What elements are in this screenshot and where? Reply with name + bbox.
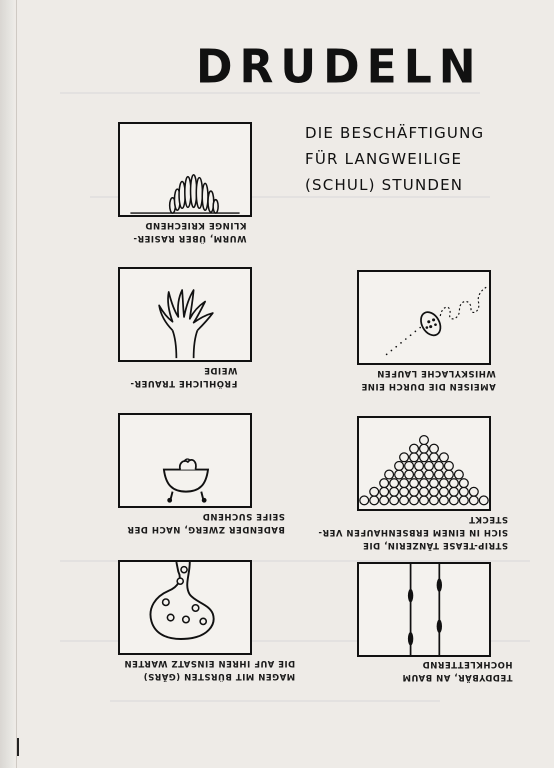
pea-circle (449, 487, 458, 496)
pea-circle (385, 470, 394, 479)
subtitle-line: DIE BESCHÄFTIGUNG (305, 124, 485, 142)
drudel-frame-peas (357, 416, 491, 511)
drudel-caption: TEDDYBÄR, AN BAUM HOCHKLETTERND (402, 659, 513, 682)
pea-circle (415, 461, 424, 470)
pea-circle (405, 461, 414, 470)
teddy-drawing (359, 564, 489, 655)
pea-circle (380, 479, 389, 488)
drudel-caption: FRÖHLICHE TRAUER- WEIDE (130, 365, 238, 388)
pea-circle (420, 453, 429, 462)
pea-circle (390, 487, 399, 496)
pea-circle (400, 479, 409, 488)
pea-circle (459, 496, 468, 505)
pea-circle (390, 479, 399, 488)
pea-circle (395, 470, 404, 479)
willow-drawing (120, 269, 250, 360)
pea-circle (395, 461, 404, 470)
pea-circle (410, 487, 419, 496)
drudel-frame-teddy (357, 562, 491, 657)
pea-circle (430, 487, 439, 496)
pea-circle (444, 461, 453, 470)
pea-circle (420, 479, 429, 488)
pea-circle (440, 487, 449, 496)
pea-circle (405, 470, 414, 479)
pea-circle (425, 470, 434, 479)
page-title: DRUDELN (196, 40, 483, 95)
pea-circle (410, 479, 419, 488)
pea-circle (430, 496, 439, 505)
drudel-caption: AMEISEN DIE DURCH EINE WHISKYLACHE LAUFEN (361, 368, 496, 391)
worm-drawing (120, 124, 250, 215)
subtitle-line: (SCHUL) STUNDEN (305, 176, 464, 194)
pea-circle (400, 487, 409, 496)
pea-circle (420, 496, 429, 505)
drudel-caption: WURM, ÜBER RASIER- KLINGE KRIECHEND (133, 220, 247, 243)
page-subtitle (305, 120, 535, 198)
page-fold-line (16, 0, 17, 768)
pea-circle (400, 453, 409, 462)
drudel-caption: BADENDER ZWERG, NACH DER SEIFE SUCHEND (127, 511, 285, 534)
pea-circle (430, 479, 439, 488)
pea-circle (440, 479, 449, 488)
pea-circle (390, 496, 399, 505)
pea-circle (469, 487, 478, 496)
pea-circle (435, 461, 444, 470)
drudel-caption: STRIP-TEASE TÄNZERIN, DIE SICH IN EINEM ERBSENHAUFEN VER- STECKT (318, 514, 508, 550)
pea-circle (469, 496, 478, 505)
pea-circle (435, 470, 444, 479)
dwarf-drawing (120, 415, 250, 506)
pea-circle (410, 453, 419, 462)
pea-circle (410, 444, 419, 453)
pea-circle (430, 453, 439, 462)
drudel-caption: MAGEN MIT BÜRSTEN (GÄRS) DIE AUF IHREN EINSATZ WARTEN (124, 658, 296, 681)
pea-circle (425, 461, 434, 470)
pea-circle (400, 496, 409, 505)
pea-circle (420, 444, 429, 453)
pea-circle (444, 470, 453, 479)
pea-circle (449, 479, 458, 488)
pea-circle (459, 487, 468, 496)
stomach-drawing (120, 562, 250, 653)
drudel-frame-willow (118, 267, 252, 362)
page-edge (0, 0, 14, 768)
pea-circle (459, 479, 468, 488)
pea-circle (410, 496, 419, 505)
drudel-frame-stomach (118, 560, 252, 655)
page-marker (17, 738, 19, 756)
pea-circle (415, 470, 424, 479)
drudel-frame-ants (357, 270, 491, 365)
peas-drawing (359, 418, 489, 509)
pea-circle (440, 496, 449, 505)
pea-circle (449, 496, 458, 505)
drudel-frame-dwarf (118, 413, 252, 508)
ants-drawing (359, 272, 489, 363)
pea-circle (420, 436, 429, 445)
pea-circle (380, 496, 389, 505)
pea-circle (479, 496, 488, 505)
pea-circle (370, 496, 379, 505)
bleed-through-line (110, 700, 440, 702)
pea-circle (380, 487, 389, 496)
drudel-frame-worm (118, 122, 252, 217)
pea-circle (420, 487, 429, 496)
subtitle-line: FÜR LANGWEILIGE (305, 150, 463, 168)
pea-circle (370, 487, 379, 496)
pea-circle (440, 453, 449, 462)
pea-circle (454, 470, 463, 479)
pea-circle (430, 444, 439, 453)
pea-circle (360, 496, 369, 505)
